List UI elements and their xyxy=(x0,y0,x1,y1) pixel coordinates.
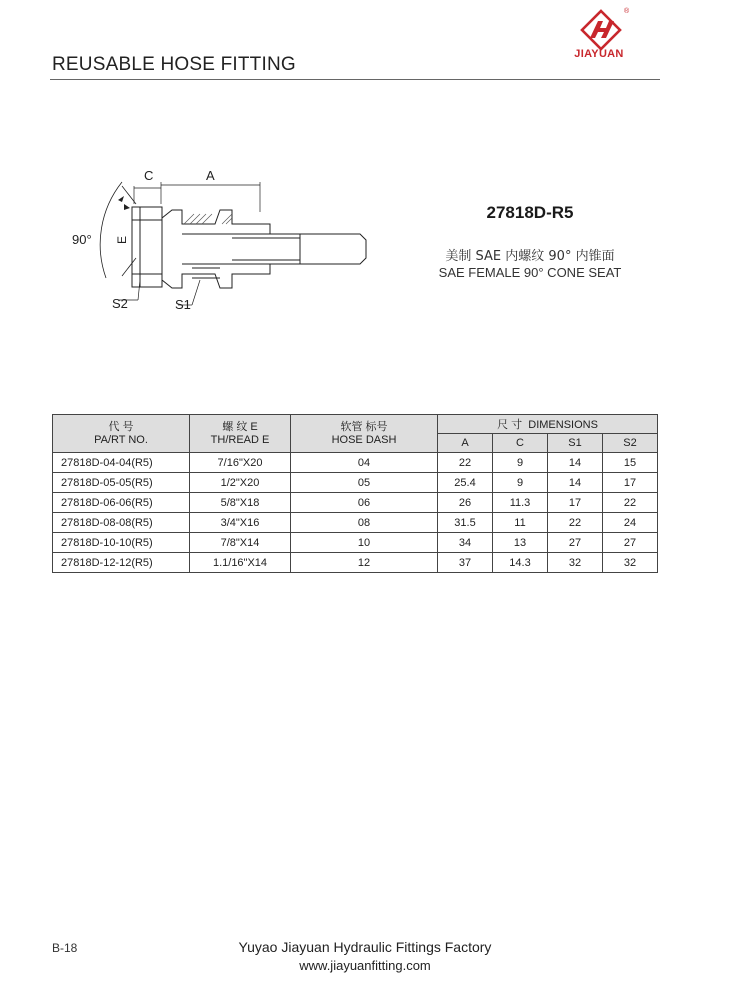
label-e: E xyxy=(115,235,129,244)
cell-c: 14.3 xyxy=(493,553,548,573)
header-dash-en: HOSE DASH xyxy=(331,433,397,446)
cell-thread: 7/8"X14 xyxy=(190,533,291,553)
label-s1: S1 xyxy=(175,297,191,312)
registered-mark: ® xyxy=(624,8,630,15)
cell-part: 27818D-05-05(R5) xyxy=(53,473,190,493)
cell-a: 31.5 xyxy=(438,513,493,533)
cell-s1: 27 xyxy=(548,533,603,553)
cell-a: 22 xyxy=(438,453,493,473)
cell-dash: 04 xyxy=(291,453,438,473)
cell-c: 9 xyxy=(493,453,548,473)
cell-dash: 05 xyxy=(291,473,438,493)
label-a: A xyxy=(206,168,215,183)
cell-part: 27818D-04-04(R5) xyxy=(53,453,190,473)
cell-dash: 08 xyxy=(291,513,438,533)
header-part-cn: 代 号 xyxy=(108,420,134,433)
cell-s2: 24 xyxy=(603,513,658,533)
model-code: 27818D-R5 xyxy=(486,203,574,222)
cell-c: 11.3 xyxy=(493,493,548,513)
cell-part: 27818D-06-06(R5) xyxy=(53,493,190,513)
cell-s2: 27 xyxy=(603,533,658,553)
table-row xyxy=(53,453,658,473)
cell-a: 26 xyxy=(438,493,493,513)
header-dim-a: A xyxy=(438,434,493,453)
table-row xyxy=(53,513,658,533)
cell-s2: 32 xyxy=(603,553,658,573)
cell-s2: 15 xyxy=(603,453,658,473)
spec-table xyxy=(52,414,658,573)
table-row xyxy=(53,493,658,513)
description-english: SAE FEMALE 90° CONE SEAT xyxy=(438,265,622,280)
cell-dash: 12 xyxy=(291,553,438,573)
cell-s2: 17 xyxy=(603,473,658,493)
cell-c: 11 xyxy=(493,513,548,533)
label-s2: S2 xyxy=(112,296,128,311)
cell-thread: 5/8"X18 xyxy=(190,493,291,513)
cell-s1: 17 xyxy=(548,493,603,513)
header-dim-s1: S1 xyxy=(548,434,603,453)
header-dim-c: C xyxy=(493,434,548,453)
label-angle: 90° xyxy=(72,232,92,247)
header-dim-en: DIMENSIONS xyxy=(528,419,598,431)
company-name: Yuyao Jiayuan Hydraulic Fittings Factory xyxy=(238,939,492,955)
cell-part: 27818D-08-08(R5) xyxy=(53,513,190,533)
cell-thread: 3/4"X16 xyxy=(190,513,291,533)
page-number: B-18 xyxy=(52,941,78,955)
cell-thread: 1.1/16"X14 xyxy=(190,553,291,573)
table-row xyxy=(53,533,658,553)
title-divider xyxy=(50,79,660,80)
cell-s1: 14 xyxy=(548,453,603,473)
hatching xyxy=(184,214,232,224)
cell-thread: 7/16"X20 xyxy=(190,453,291,473)
page-title: REUSABLE HOSE FITTING xyxy=(52,54,296,75)
cell-c: 9 xyxy=(493,473,548,493)
fitting-drawing xyxy=(60,160,390,320)
cell-dash: 10 xyxy=(291,533,438,553)
header-part-no xyxy=(53,415,190,453)
header-thread xyxy=(190,415,291,453)
cell-a: 37 xyxy=(438,553,493,573)
cell-s1: 32 xyxy=(548,553,603,573)
cell-s1: 14 xyxy=(548,473,603,493)
cell-part: 27818D-10-10(R5) xyxy=(53,533,190,553)
header-part-en: PA/RT NO. xyxy=(94,433,148,446)
cell-a: 25.4 xyxy=(438,473,493,493)
table-row xyxy=(53,473,658,493)
cell-thread: 1/2"X20 xyxy=(190,473,291,493)
cell-s1: 22 xyxy=(548,513,603,533)
header-thread-cn: 螺 纹 E xyxy=(222,420,258,433)
logo-h-mark xyxy=(590,21,614,38)
header-thread-en: TH/READ E xyxy=(210,433,270,446)
brand-name: JIAYUAN xyxy=(574,48,624,60)
cell-s2: 22 xyxy=(603,493,658,513)
cell-dash: 06 xyxy=(291,493,438,513)
cell-a: 34 xyxy=(438,533,493,553)
nut-body xyxy=(132,207,162,287)
header-dash-cn: 软管 标号 xyxy=(340,420,388,433)
header-dimensions xyxy=(438,415,658,434)
header-hose-dash xyxy=(291,415,438,453)
header-dim-cn: 尺 寸 xyxy=(497,419,523,431)
cell-part: 27818D-12-12(R5) xyxy=(53,553,190,573)
table-row xyxy=(53,553,658,573)
angle-arc xyxy=(100,182,122,278)
website-url: www.jiayuanfitting.com xyxy=(299,958,431,973)
description-chinese: 美制 SAE 内螺纹 90° 内锥面 xyxy=(445,249,615,264)
label-c: C xyxy=(144,168,154,183)
header-dim-s2: S2 xyxy=(603,434,658,453)
cell-c: 13 xyxy=(493,533,548,553)
